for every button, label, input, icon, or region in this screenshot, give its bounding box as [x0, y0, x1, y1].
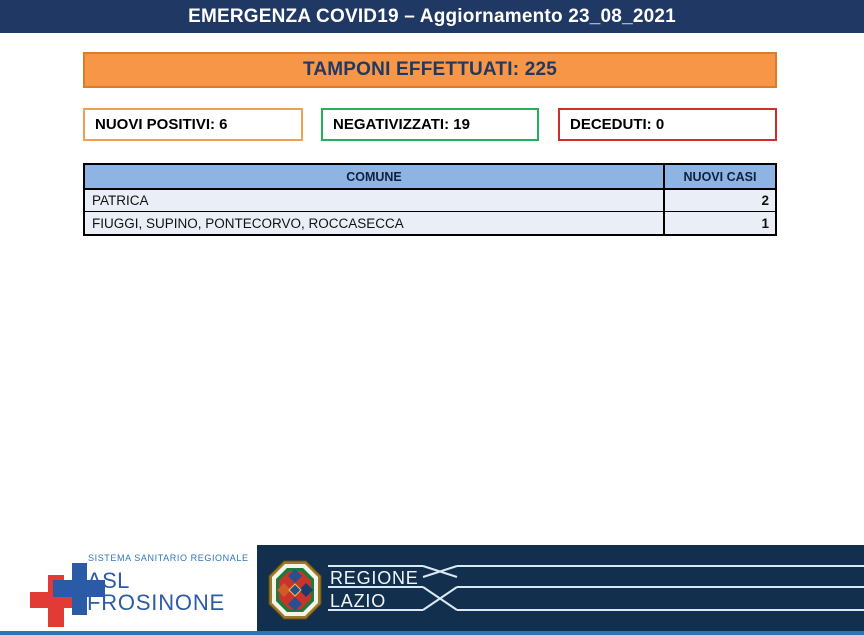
stat-deceduti: DECEDUTI: 0	[558, 108, 777, 141]
column-header-nuovi-casi: NUOVI CASI	[663, 165, 775, 188]
tamponi-banner-text: TAMPONI EFFETTUATI: 225	[302, 59, 558, 80]
table-row	[85, 212, 775, 234]
bottom-accent-strip	[0, 631, 864, 635]
cell-comune: FIUGGI, SUPINO, PONTECORVO, ROCCASECCA	[92, 215, 404, 231]
page-title: EMERGENZA COVID19 – Aggiornamento 23_08_2021	[188, 5, 676, 27]
asl-name-line2: FROSINONE	[87, 590, 225, 615]
comuni-table	[83, 163, 777, 236]
regione-lazio-bar	[257, 545, 864, 631]
cell-nuovi-casi: 1	[663, 212, 775, 234]
table-row	[85, 190, 775, 212]
regione-word: REGIONE	[330, 568, 419, 588]
tamponi-banner	[83, 52, 777, 88]
asl-system-label: SISTEMA SANITARIO REGIONALE	[88, 553, 249, 563]
column-header-comune: COMUNE	[346, 169, 402, 184]
table-header-row	[85, 165, 775, 190]
stat-nuovi-positivi: NUOVI POSITIVI: 6	[83, 108, 303, 141]
cell-comune: PATRICA	[92, 193, 149, 208]
regione-lazio-crest-icon	[268, 560, 322, 620]
title-bar	[0, 0, 864, 33]
stat-negativizzati: NEGATIVIZZATI: 19	[321, 108, 539, 141]
lazio-word: LAZIO	[330, 591, 387, 611]
asl-name-line1: ASL	[87, 568, 130, 593]
cell-nuovi-casi: 2	[663, 190, 775, 211]
